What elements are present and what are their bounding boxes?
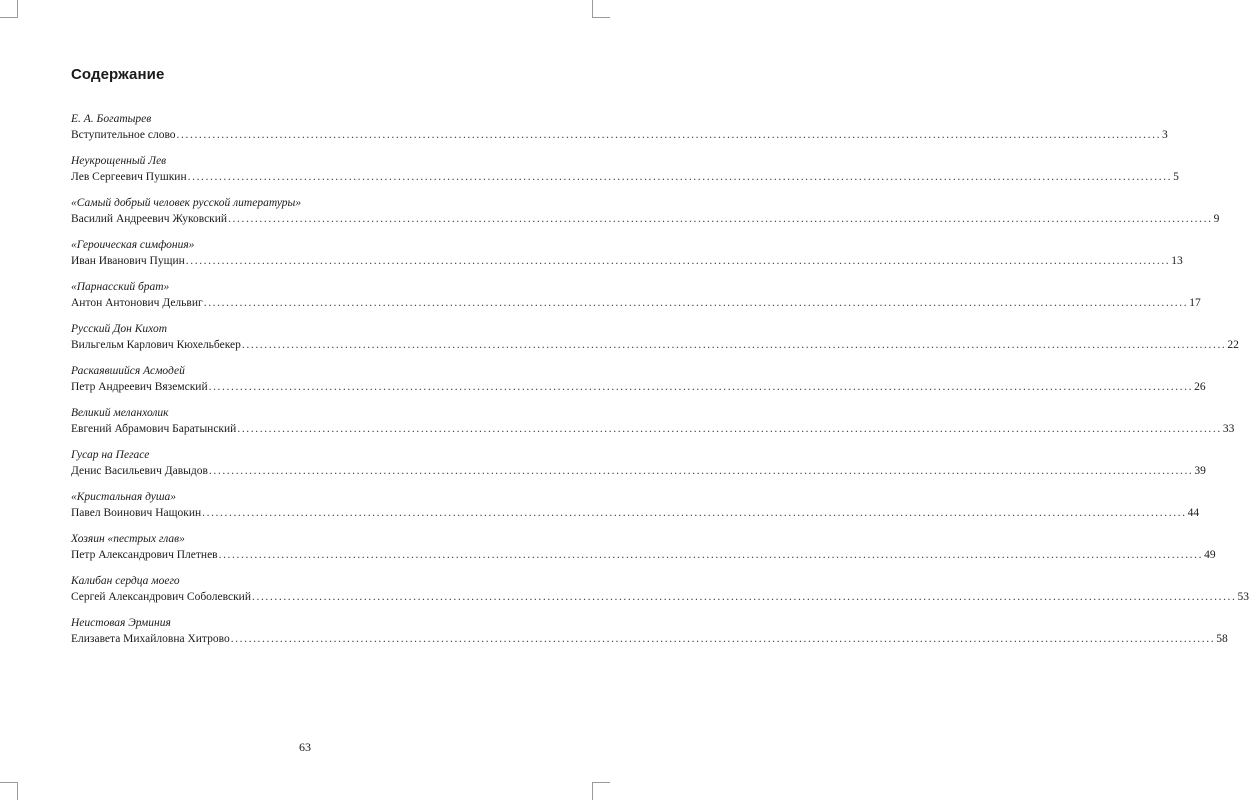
toc-entry-line <box>71 211 1220 227</box>
toc-entry[interactable] <box>71 153 1179 195</box>
toc-leader-dots: ............................................................................................................................................................................................................................ <box>252 591 1237 603</box>
toc-entry-subtitle: Хозяин «пестрых глав» <box>71 533 185 545</box>
toc-entries <box>71 111 1249 657</box>
toc-entry-name: Павел Воинович Нащокин <box>71 507 202 519</box>
toc-leader-dots: ............................................................................................................................................................................................................................ <box>241 339 1227 351</box>
toc-entry-name: Петр Андреевич Вяземский <box>71 381 208 393</box>
page-number: 63 <box>299 740 311 754</box>
toc-leader-dots: ............................................................................................................................................................................................................................ <box>230 633 1216 645</box>
crop-mark <box>0 17 18 18</box>
crop-mark <box>592 782 610 783</box>
toc-leader-dots: ............................................................................................................................................................................................................................ <box>228 213 1213 225</box>
toc-entry-page: 49 <box>1204 549 1216 561</box>
toc-entry-name: Василий Андреевич Жуковский <box>71 213 228 225</box>
toc-entry-subtitle: Неистовая Эрминия <box>71 617 171 629</box>
toc-entry-line <box>71 127 1168 143</box>
toc-entry[interactable] <box>71 195 1220 237</box>
toc-leader-dots: ............................................................................................................................................................................................................................ <box>176 129 1162 141</box>
toc-entry-name: Петр Александрович Плетнев <box>71 549 218 561</box>
toc-entry-page: 53 <box>1237 591 1249 603</box>
toc-entry[interactable] <box>71 531 1216 573</box>
crop-mark <box>17 0 18 18</box>
toc-entry-line <box>71 169 1179 185</box>
crop-mark <box>17 782 18 800</box>
toc-entry-name: Елизавета Михайловна Хитрово <box>71 633 230 645</box>
toc-entry-line <box>71 463 1206 479</box>
toc-entry-name: Иван Иванович Пущин <box>71 255 185 267</box>
toc-heading: Содержание <box>71 66 165 83</box>
toc-leader-dots: ............................................................................................................................................................................................................................ <box>208 381 1194 393</box>
toc-entry-page: 26 <box>1194 381 1206 393</box>
toc-leader-dots: ............................................................................................................................................................................................................................ <box>187 171 1173 183</box>
toc-entry[interactable] <box>71 615 1228 657</box>
toc-entry-page: 3 <box>1162 129 1168 141</box>
toc-leader-dots: ............................................................................................................................................................................................................................ <box>202 507 1187 519</box>
toc-entry-line <box>71 379 1206 395</box>
toc-entry-name: Денис Васильевич Давыдов <box>71 465 208 477</box>
toc-entry[interactable] <box>71 447 1206 489</box>
toc-entry-subtitle: Великий меланхолик <box>71 407 169 419</box>
toc-leader-dots: ............................................................................................................................................................................................................................ <box>218 549 1204 561</box>
toc-entry-line <box>71 631 1228 647</box>
toc-entry-subtitle: «Героическая симфония» <box>71 239 195 251</box>
toc-leader-dots: ............................................................................................................................................................................................................................ <box>203 297 1189 309</box>
toc-entry-page: 5 <box>1173 171 1179 183</box>
toc-entry-name: Евгений Абрамович Баратынский <box>71 423 237 435</box>
toc-entry[interactable] <box>71 405 1235 447</box>
crop-mark <box>592 0 593 18</box>
toc-entry-subtitle: Неукрощенный Лев <box>71 155 167 167</box>
crop-mark <box>0 782 18 783</box>
toc-entry-subtitle: Раскаявшийся Асмодей <box>71 365 185 377</box>
toc-entry-name: Сергей Александрович Соболевский <box>71 591 251 603</box>
crop-mark <box>592 782 593 800</box>
toc-leader-dots: ............................................................................................................................................................................................................................ <box>208 465 1194 477</box>
toc-entry-page: 9 <box>1213 213 1220 225</box>
toc-entry-page: 22 <box>1227 339 1239 351</box>
toc-entry-page: 33 <box>1222 423 1235 435</box>
crop-mark <box>592 17 610 18</box>
toc-leader-dots: ............................................................................................................................................................................................................................ <box>237 423 1222 435</box>
toc-entry[interactable] <box>71 279 1201 321</box>
toc-entry-name: Вильгельм Карлович Кюхельбекер <box>71 339 241 351</box>
toc-entry-page: 39 <box>1194 465 1206 477</box>
toc-entry-page: 58 <box>1216 633 1228 645</box>
toc-entry-subtitle: «Кристальная душа» <box>71 491 177 503</box>
toc-entry-line <box>71 547 1216 563</box>
toc-entry-subtitle: Е. А. Богатырев <box>71 113 152 125</box>
toc-entry[interactable] <box>71 489 1200 531</box>
toc-entry[interactable] <box>71 237 1183 279</box>
toc-entry-line <box>71 589 1249 605</box>
toc-entry-line <box>71 295 1201 311</box>
toc-entry[interactable] <box>71 363 1206 405</box>
toc-entry-line <box>71 421 1235 437</box>
toc-entry-name: Лев Сергеевич Пушкин <box>71 171 187 183</box>
toc-entry-page: 44 <box>1187 507 1200 519</box>
toc-entry-line <box>71 253 1183 269</box>
toc-entry-page: 17 <box>1189 297 1201 309</box>
toc-entry-subtitle: Гусар на Пегасе <box>71 449 150 461</box>
toc-leader-dots: ............................................................................................................................................................................................................................ <box>185 255 1171 267</box>
toc-entry-subtitle: «Парнасский брат» <box>71 281 170 293</box>
toc-entry-line <box>71 505 1200 521</box>
toc-entry[interactable] <box>71 573 1249 615</box>
toc-entry-page: 13 <box>1171 255 1183 267</box>
toc-entry[interactable] <box>71 321 1239 363</box>
toc-entry-name: Вступительное слово <box>71 129 176 141</box>
toc-entry-subtitle: «Самый добрый человек русской литературы» <box>71 197 302 209</box>
toc-entry-name: Антон Антонович Дельвиг <box>71 297 203 309</box>
toc-entry-line <box>71 337 1239 353</box>
table-of-contents <box>71 66 1249 657</box>
toc-entry[interactable] <box>71 111 1168 153</box>
toc-entry-subtitle: Русский Дон Кихот <box>71 323 167 335</box>
toc-entry-subtitle: Калибан сердца моего <box>71 575 180 587</box>
